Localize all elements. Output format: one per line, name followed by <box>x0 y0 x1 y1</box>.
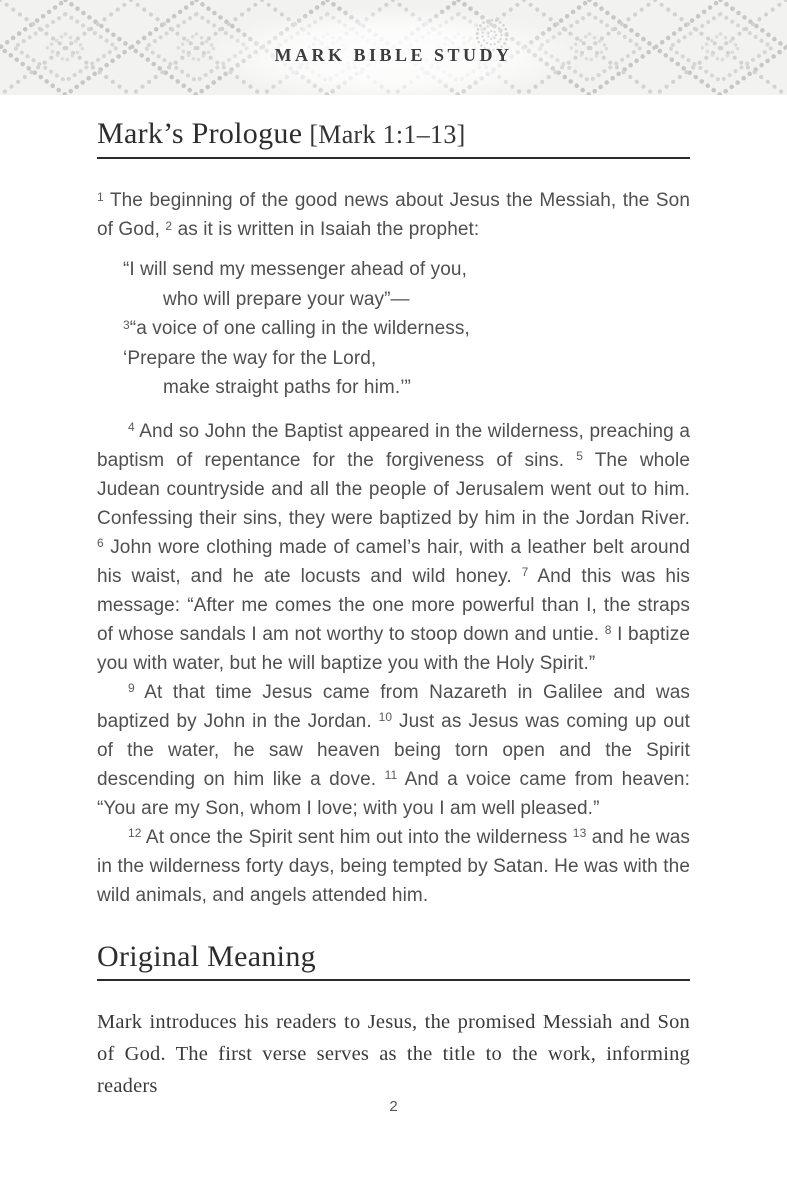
header-title: MARK BIBLE STUDY <box>274 45 513 65</box>
page-content <box>97 119 690 1102</box>
poem-line: “I will send my messenger ahead of you, <box>123 259 467 280</box>
scripture-paragraph-v12-13: $^{12}$ At once the Spirit sent him out into the wilderness $^{13}$ and he was in the wilderness forty days, being tempted by Satan. He was with the wild animals, and angels attended him. <box>97 826 691 906</box>
prologue-heading-title: Mark’s Prologue <box>97 117 303 150</box>
prologue-section-heading <box>97 119 690 159</box>
poem-line: make straight paths for him.’” <box>163 377 411 398</box>
scripture-paragraph-v1-2: $^1$ The beginning of the good news about Jesus the Messiah, the Son of God, $^2$ as it is written in Isaiah the prophet: <box>97 189 690 240</box>
original-meaning-section-heading: Original Meaning <box>97 942 690 981</box>
scripture-paragraph-v9-11: $^9$ At that time Jesus came from Nazareth in Galilee and was baptized by John in the Jordan. $^{10}$ Just as Jesus was coming up out of the water, he saw heaven being torn open and the Spirit descending on him like a dove. $^{11}$ And a voice came from heaven: “You are my Son, whom I love; with you I am well pleased.” <box>97 681 690 819</box>
scripture-poem-quote <box>123 255 690 403</box>
page-number: 2 <box>389 1098 398 1115</box>
poem-line: ‘Prepare the way for the Lord, <box>123 347 377 369</box>
poem-line: who will prepare your way”— <box>163 288 410 310</box>
commentary-paragraph: Mark introduces his readers to Jesus, the promised Messiah and Son of God. The first verse serves as the title to the work, informing readers <box>97 1010 690 1097</box>
scripture-paragraph-v4-8: $^4$ And so John the Baptist appeared in the wilderness, preaching a baptism of repentance for the forgiveness of sins. $^5$ The whole Judean countryside and all the people of Jerusalem went out to him. Confessing their sins, they were baptized by him in the Jordan River. $^6$ John wore clothing made of camel’s hair, with a leather belt around his waist, and he ate locusts and wild honey. $^7$ And this was his message: “After me comes the one more powerful than I, the straps of whose sandals I am not worthy to stoop down and untie. $^8$ I baptize you with water, but he will baptize you with the Holy Spirit.” <box>97 420 691 674</box>
poem-line: $^3$“a voice of one calling in the wilderness, <box>123 317 470 339</box>
header-band <box>0 0 787 95</box>
prologue-heading-reference: [Mark 1:1–13] <box>309 120 466 149</box>
